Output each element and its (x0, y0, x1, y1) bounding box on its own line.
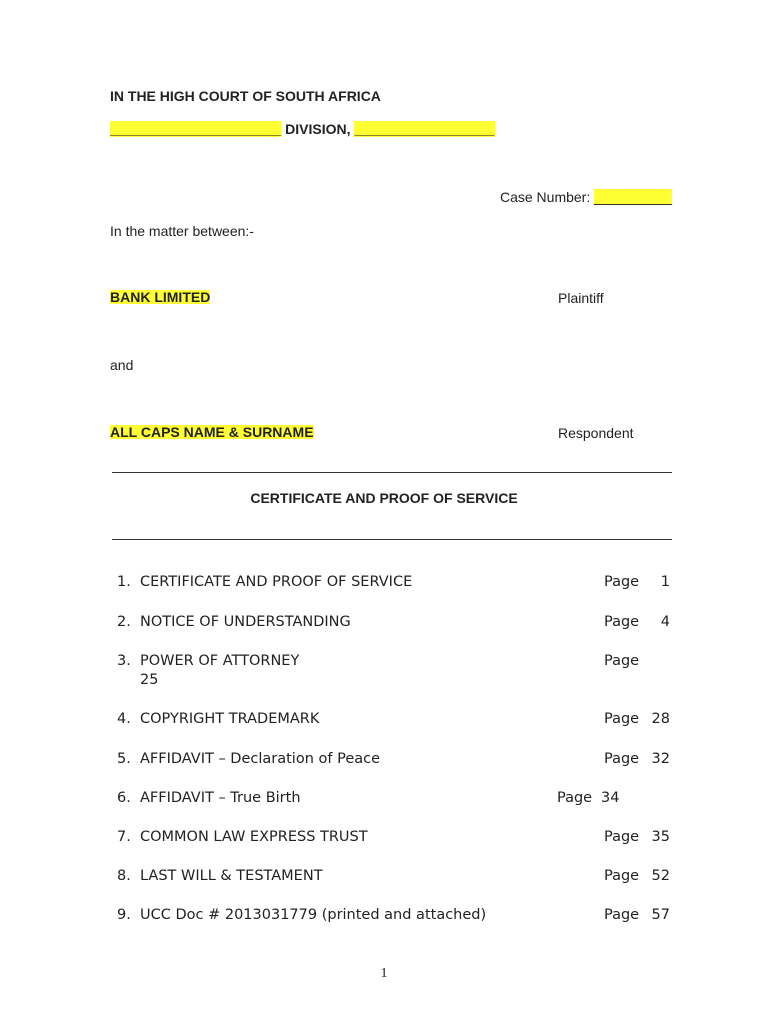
toc-page-number: 28 (651, 711, 670, 727)
toc-page-number: 25 (140, 672, 159, 688)
toc-page-number: 57 (651, 907, 670, 923)
toc-number: 9. (117, 907, 131, 923)
toc-title: UCC Doc # 2013031779 (printed and attached) (140, 907, 487, 923)
toc-title: NOTICE OF UNDERSTANDING (140, 614, 351, 630)
toc-title: CERTIFICATE AND PROOF OF SERVICE (140, 574, 413, 590)
toc-number: 2. (117, 614, 131, 630)
case-number-line (500, 190, 672, 204)
plaintiff-role: Plaintiff (558, 290, 604, 306)
toc-page-label: Page (604, 907, 640, 923)
toc-page-number: 52 (651, 868, 670, 884)
division-label: DIVISION, (281, 121, 355, 137)
toc-page-label: Page (604, 829, 640, 845)
divider-bottom (112, 539, 672, 540)
and-word: and (110, 357, 134, 373)
toc-page-label: Page (604, 711, 640, 727)
toc-page-number: 32 (651, 751, 670, 767)
toc-number: 8. (117, 868, 131, 884)
court-title: IN THE HIGH COURT OF SOUTH AFRICA (110, 88, 381, 104)
toc-page-label: Page (604, 751, 640, 767)
toc-page-number: 1 (660, 574, 670, 590)
toc-page-label: Page (604, 614, 640, 630)
division-blank-right: __________________ (354, 121, 495, 137)
matter-between: In the matter between:- (110, 223, 254, 239)
toc-page-label: Page (604, 868, 640, 884)
division-blank-left: ______________________ (110, 121, 282, 137)
toc-number: 4. (117, 711, 131, 727)
toc-number: 1. (117, 574, 131, 590)
toc-page-label: Page (604, 653, 640, 669)
respondent-name: ALL CAPS NAME & SURNAME (110, 424, 314, 440)
document-heading: CERTIFICATE AND PROOF OF SERVICE (250, 490, 518, 506)
toc-page-number: 34 (601, 790, 620, 806)
toc-title: POWER OF ATTORNEY (140, 653, 300, 669)
toc-title: LAST WILL & TESTAMENT (140, 868, 323, 884)
respondent-role: Respondent (558, 425, 634, 441)
footer-page-number: 1 (380, 966, 388, 981)
plaintiff-name: BANK LIMITED (110, 289, 211, 305)
toc-page-label: Page (604, 574, 640, 590)
toc-page-number: 4 (660, 614, 670, 630)
toc-title: COPYRIGHT TRADEMARK (140, 711, 320, 727)
toc-number: 3. (117, 653, 131, 669)
toc-title: AFFIDAVIT – Declaration of Peace (140, 751, 381, 767)
toc-page-number: 35 (651, 829, 670, 845)
toc-page-label: Page (557, 790, 593, 806)
division-line (110, 122, 495, 136)
divider-top (112, 472, 672, 473)
case-number-blank: __________ (594, 189, 672, 205)
case-number-label: Case Number: (499, 189, 595, 205)
toc-number: 7. (117, 829, 131, 845)
toc-number: 5. (117, 751, 131, 767)
toc-title: COMMON LAW EXPRESS TRUST (140, 829, 368, 845)
toc-number: 6. (117, 790, 131, 806)
toc-title: AFFIDAVIT – True Birth (140, 790, 301, 806)
